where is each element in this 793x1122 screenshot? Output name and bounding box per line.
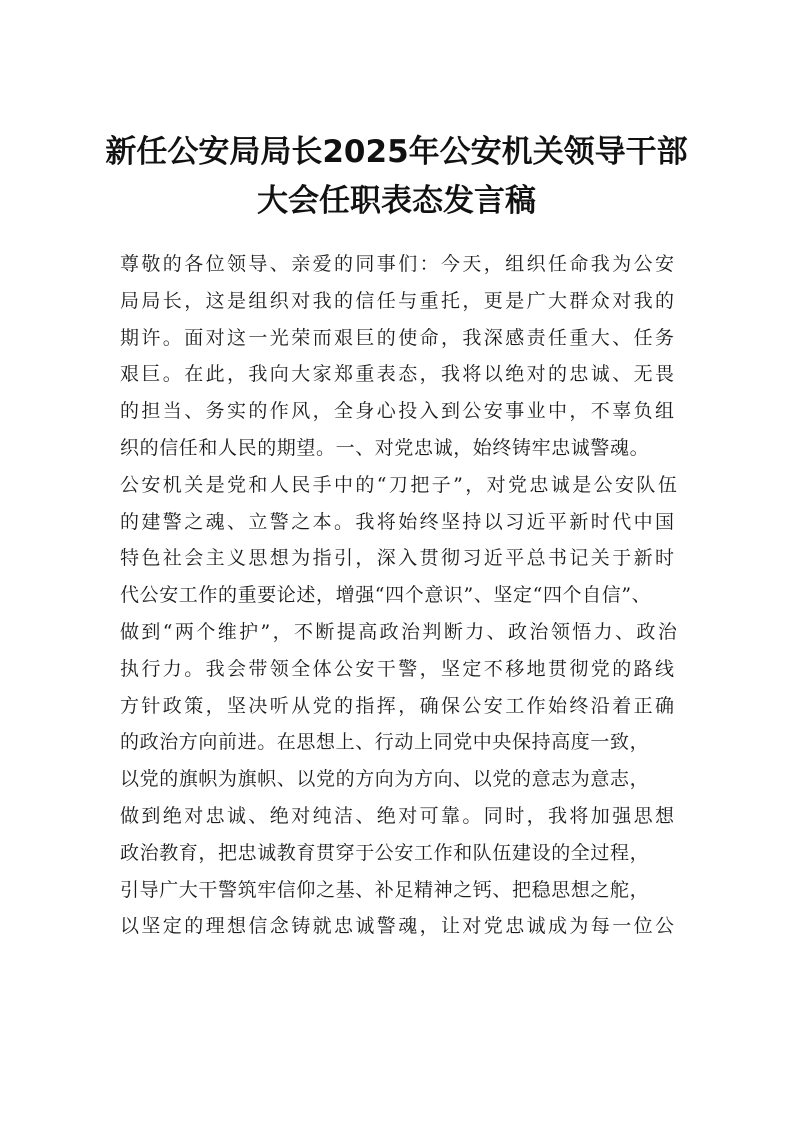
document-title-line-2: 大会任职表态发言稿 xyxy=(257,183,536,219)
body-line: 引导广大干警筑牢信仰之基、补足精神之钙、把稳思想之舵， xyxy=(120,878,650,901)
body-line: 做到“两个维护”，不断提高政治判断力、政治领悟力、政治 xyxy=(120,620,680,643)
body-line: 政治教育，把忠诚教育贯穿于公安工作和队伍建设的全过程， xyxy=(120,841,650,864)
body-line: 的担当、务实的作风，全身心投入到公安事业中，不辜负组 xyxy=(120,400,677,423)
body-line: 织的信任和人民的期望。一、对党忠诚，始终铸牢忠诚警魂。 xyxy=(120,436,650,459)
body-line: 执行力。我会带领全体公安干警，坚定不移地贯彻党的路线 xyxy=(120,657,677,680)
body-line: 代公安工作的重要论述，增强“四个意识”、坚定“四个自信”、 xyxy=(120,584,652,607)
body-line: 方针政策，坚决听从党的指挥，确保公安工作始终沿着正确 xyxy=(120,694,677,717)
body-line: 艰巨。在此，我向大家郑重表态，我将以绝对的忠诚、无畏 xyxy=(120,363,677,386)
body-line: 以坚定的理想信念铸就忠诚警魂，让对党忠诚成为每一位公 xyxy=(120,915,677,938)
body-line: 以党的旗帜为旗帜、以党的方向为方向、以党的意志为意志， xyxy=(120,768,650,791)
body-line: 做到绝对忠诚、绝对纯洁、绝对可靠。同时，我将加强思想 xyxy=(120,804,677,827)
body-line: 公安机关是党和人民手中的“刀把子”，对党忠诚是公安队伍 xyxy=(120,473,680,496)
document-body xyxy=(120,246,685,945)
document-title-line-1: 新任公安局局长2025年公安机关领导干部 xyxy=(105,134,688,170)
body-line: 的建警之魂、立警之本。我将始终坚持以习近平新时代中国 xyxy=(120,510,677,533)
body-line: 的政治方向前进。在思想上、行动上同党中央保持高度一致， xyxy=(120,731,650,754)
body-line: 局局长，这是组织对我的信任与重托，更是广大群众对我的 xyxy=(120,289,677,312)
body-line: 特色社会主义思想为指引，深入贯彻习近平总书记关于新时 xyxy=(120,547,677,570)
body-line: 尊敬的各位领导、亲爱的同事们：今天，组织任命我为公安 xyxy=(120,253,677,275)
body-line: 期许。面对这一光荣而艰巨的使命，我深感责任重大、任务 xyxy=(120,326,677,349)
